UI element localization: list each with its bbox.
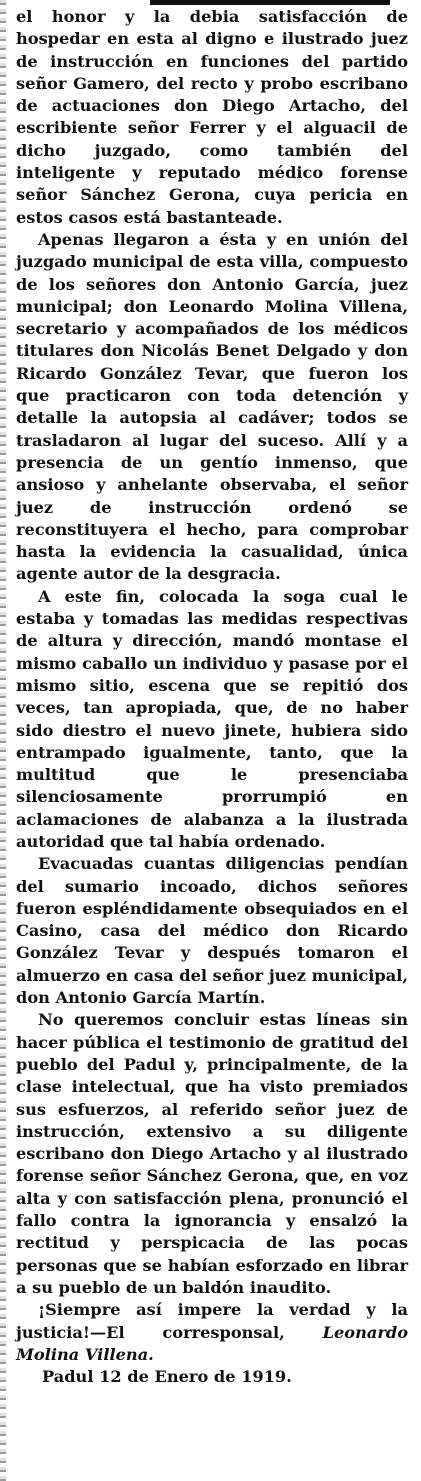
article-paragraph-3: A este fin, colocada la soga cual le estaba y tomadas las medidas respectivas de altura y dirección, mandó montase el mismo caballo un individuo y pasase por el mismo sitio, escena que se repitió dos veces, tan apropiada, que, de no haber sido diestro el nuevo jinete, hubiera sido entrampado igualmente, tanto, que la multitud que le presenciaba silenciosamente prorrumpió en aclamaciones de alabanza a la ilustrada autoridad que tal había ordenado. xyxy=(16,586,408,851)
article-paragraph-4: Evacuadas cuantas diligencias pendían del sumario incoado, dichos señores fueron espléndidamente obsequiados en el Casino, casa del médico don Ricardo González Tevar y después tomaron el almuerzo en casa del señor juez municipal, don Antonio García Martín. xyxy=(16,854,408,1008)
closing-paragraph xyxy=(16,1299,408,1366)
page-left-edge xyxy=(0,0,6,1481)
top-rule xyxy=(150,0,390,5)
signature: Leonardo Molina Villena. xyxy=(16,1322,409,1364)
dateline: Padul 12 de Enero de 1919. xyxy=(42,1367,292,1387)
article-column xyxy=(16,6,408,1388)
article-paragraph-1: el honor y la debia satisfacción de hospedar en esta al digno e ilustrado juez de instrucción en funciones del partido señor Gamero, del recto y probo escribano de actuaciones don Diego Artacho, del escribiente señor Ferrer y el alguacil de dicho juzgado, como también del inteligente y reputado médico forense señor Sánchez Gerona, cuya pericia en estos casos está bastanteade. xyxy=(16,7,408,227)
closing-text: ¡Siempre así impere la verdad y la justicia!—El corresponsal, xyxy=(16,1300,408,1342)
article-paragraph-2: Apenas llegaron a ésta y en unión del juzgado municipal de esta villa, compuesto de los señores don Antonio García, juez municipal; don Leonardo Molina Villena, secretario y acompañados de los médicos titulares don Nicolás Benet Delgado y don Ricardo González Tevar, que fueron los que practicaron con toda detención y detalle la autopsia al cadáver; todos se trasladaron al lugar del suceso. Allí y a presencia de un gentío inmenso, que ansioso y anhelante observaba, el señor juez de instrucción ordenó se reconstituyera el hecho, para comprobar hasta la evidencia la casualidad, única agente autor de la desgracia. xyxy=(16,229,408,584)
article-paragraph-5: No queremos concluir estas líneas sin hacer pública el testimonio de gratitud del pueblo del Padul y, principalmente, de la clase intelectual, que ha visto premiados sus esfuerzos, al referido señor juez de instrucción, extensivo a su diligente escribano don Diego Artacho y al ilustrado forense señor Sánchez Gerona, que, en voz alta y con satisfacción plena, pronunció el fallo contra la ignorancia y ensalzó la rectitud y perspicacia de las pocas personas que se habían esforzado en librar a su pueblo de un baldón inaudito. xyxy=(16,1010,408,1297)
